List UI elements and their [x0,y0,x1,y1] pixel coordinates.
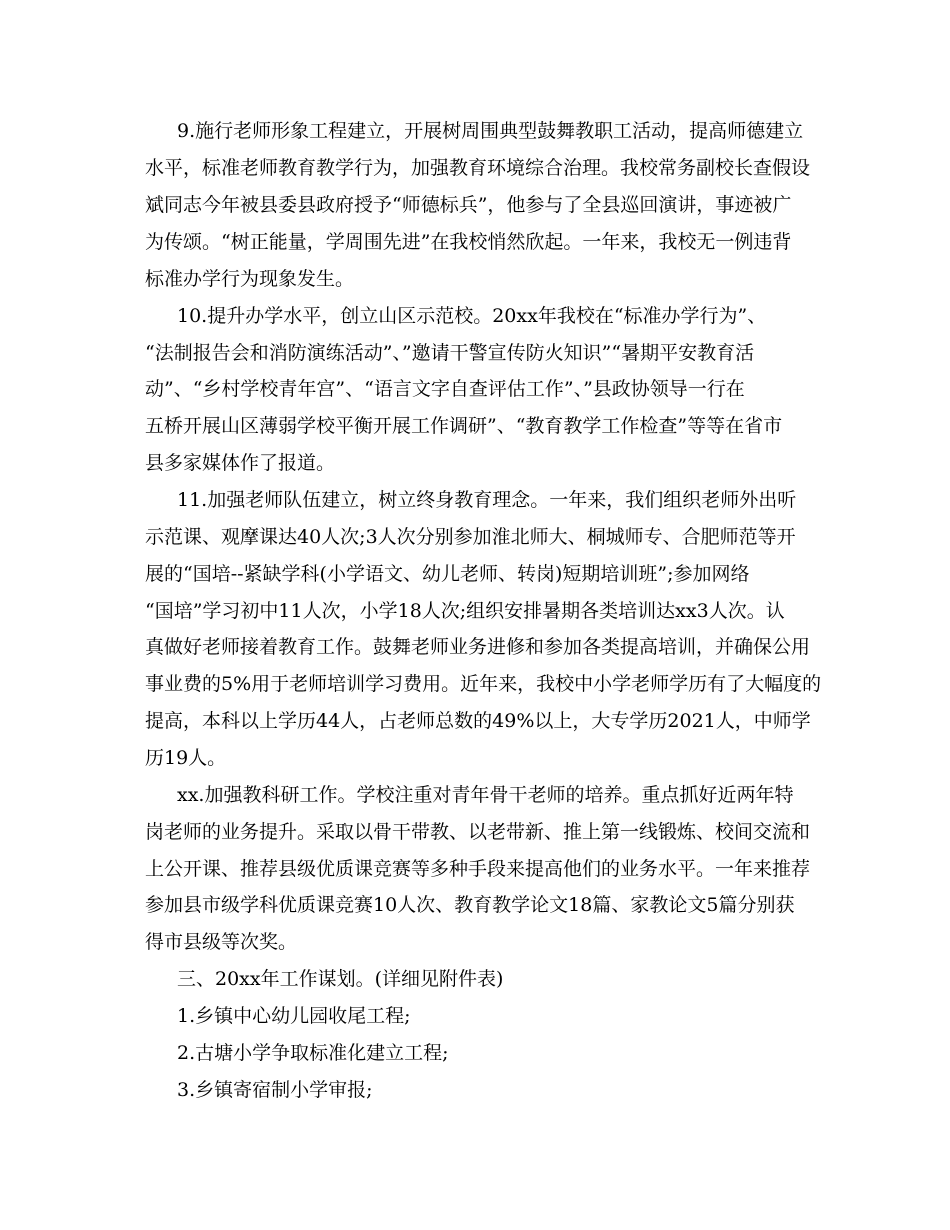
text-line: 水平，标准老师教育教学行为，加强教育环境综合治理。我校常务副校长查假设 [145,157,811,179]
text-line: 事业费的5%用于老师培训学习费用。近年来，我校中小学老师学历有了大幅度的 [145,673,822,695]
text-line: 真做好老师接着教育工作。鼓舞老师业务进修和参加各类提高培训，并确保公用 [145,636,811,658]
text-line: 上公开课、推荐县级优质课竞赛等多种手段来提高他们的业务水平。一年来推荐 [145,858,811,880]
text-line: 五桥开展山区薄弱学校平衡开展工作调研”、“教育教学工作检查”等等在省市 [145,415,783,437]
text-line: 标准办学行为现象发生。 [145,268,355,290]
text-line: 9.施行老师形象工程建立，开展树周围典型鼓舞教职工活动，提高师德建立 [177,120,804,142]
section-heading: 三、20xx年工作谋划。(详细见附件表) [177,968,504,990]
text-line: 提高，本科以上学历44人，占老师总数的49%以上，大专学历2021人，中师学 [145,710,811,732]
text-line: 参加县市级学科优质课竞赛10人次、教育教学论文18篇、家教论文5篇分别获 [145,894,795,916]
text-line: 展的“国培--紧缺学科(小学语文、幼儿老师、转岗)短期培训班”;参加网络 [145,563,750,585]
text-line: 斌同志今年被县委县政府授予“师德标兵”，他参与了全县巡回演讲，事迹被广 [145,194,792,216]
text-line: 10.提升办学水平，创立山区示范校。20xx年我校在“标准办学行为”、 [177,305,767,327]
text-line: 为传颂。“树正能量，学周围先进”在我校悄然欣起。一年来，我校无一例违背 [145,231,792,253]
text-line: 得市县级等次奖。 [145,931,298,953]
text-line: 动”、“乡村学校青年宫”、“语言文字自查评估工作”、”县政协领导一行在 [145,378,745,400]
list-item: 3.乡镇寄宿制小学审报; [177,1079,373,1101]
text-line: 县多家媒体作了报道。 [145,452,336,474]
text-line: “法制报告会和消防演练活动”、”邀请干警宣传防火知识”“暑期平安教育活 [145,342,755,364]
text-line: 示范课、观摩课达40人次;3人次分别参加淮北师大、桐城师专、合肥师范等开 [145,526,796,548]
text-line: xx.加强教科研工作。学校注重对青年骨干老师的培养。重点抓好近两年特 [177,784,794,806]
list-item: 1.乡镇中心幼儿园收尾工程; [177,1005,411,1027]
text-line: “国培”学习初中11人次，小学18人次;组织安排暑期各类培训达xx3人次。认 [145,600,785,622]
text-line: 11.加强老师队伍建立，树立终身教育理念。一年来，我们组织老师外出听 [177,489,797,511]
list-item: 2.古塘小学争取标准化建立工程; [177,1042,449,1064]
text-line: 岗老师的业务提升。采取以骨干带教、以老带新、推上第一线锻炼、校间交流和 [145,821,811,843]
text-line: 历19人。 [145,747,227,769]
